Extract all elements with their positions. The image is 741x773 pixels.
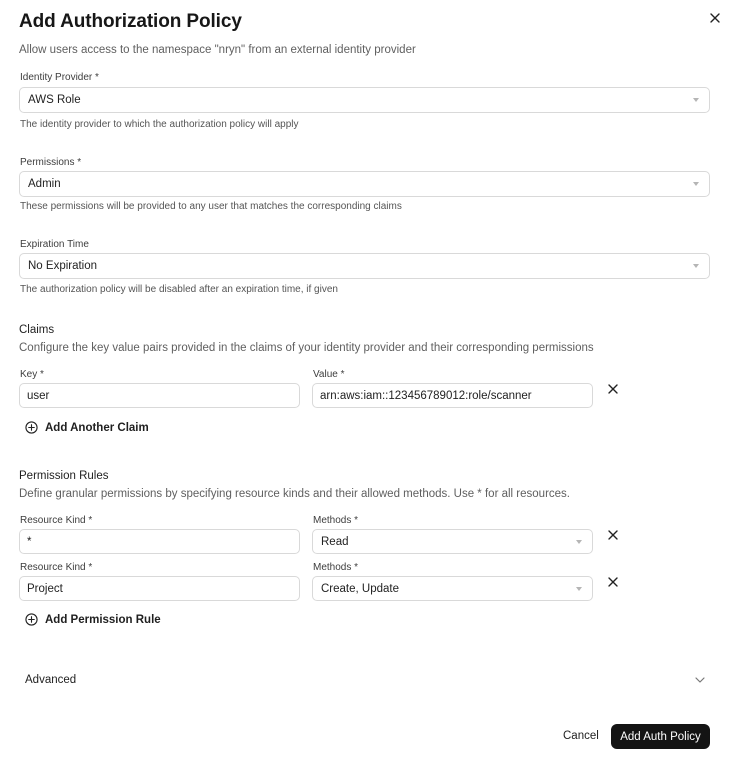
add-permission-rule-button[interactable] — [25, 613, 161, 626]
expiration-label: Expiration Time — [20, 239, 89, 250]
chevron-down-icon — [693, 264, 699, 268]
add-permission-rule-label: Add Permission Rule — [45, 613, 161, 626]
close-icon — [608, 577, 618, 587]
chevron-down-icon — [693, 182, 699, 186]
close-button[interactable] — [707, 10, 723, 26]
plus-circle-icon — [25, 613, 38, 626]
resource-kind-label: Resource Kind * — [20, 562, 93, 573]
remove-claim-button[interactable] — [606, 382, 620, 396]
methods-select[interactable] — [312, 529, 593, 554]
identity-provider-label: Identity Provider * — [20, 72, 99, 83]
claim-key-text: user — [27, 389, 50, 402]
close-icon — [608, 530, 618, 540]
claim-value-input[interactable] — [312, 383, 593, 408]
dialog-title: Add Authorization Policy — [19, 11, 242, 32]
permission-rules-description: Define granular permissions by specifying resource kinds and their allowed methods. Use * for all resources. — [19, 488, 570, 500]
permissions-value: Admin — [28, 178, 61, 190]
expiration-select[interactable] — [19, 253, 710, 279]
add-auth-policy-button[interactable]: Add Auth Policy — [611, 724, 710, 749]
claims-description: Configure the key value pairs provided in the claims of your identity provider and their corresponding permissions — [19, 342, 594, 354]
close-icon — [710, 13, 720, 23]
cancel-button[interactable]: Cancel — [563, 730, 599, 742]
dialog-subtitle: Allow users access to the namespace "nryn" from an external identity provider — [19, 44, 416, 56]
resource-kind-input[interactable] — [19, 576, 300, 601]
remove-rule-button[interactable] — [606, 528, 620, 542]
methods-value: Create, Update — [321, 582, 399, 595]
claim-key-label: Key * — [20, 369, 44, 380]
chevron-down-icon — [695, 677, 705, 683]
resource-kind-text: Project — [27, 582, 63, 595]
chevron-down-icon — [576, 587, 582, 591]
claim-key-input[interactable] — [19, 383, 300, 408]
methods-label: Methods * — [313, 515, 359, 526]
add-claim-label: Add Another Claim — [45, 421, 149, 434]
add-claim-button[interactable] — [25, 421, 149, 434]
permission-rules-title: Permission Rules — [19, 470, 109, 482]
resource-kind-input[interactable] — [19, 529, 300, 554]
claim-value-text: arn:aws:iam::123456789012:role/scanner — [320, 389, 532, 402]
methods-value: Read — [321, 535, 349, 548]
permissions-label: Permissions * — [20, 157, 82, 168]
methods-select[interactable] — [312, 576, 593, 601]
permissions-help: These permissions will be provided to any user that matches the corresponding claims — [20, 201, 402, 212]
identity-provider-select[interactable] — [19, 87, 710, 113]
remove-rule-button[interactable] — [606, 575, 620, 589]
claims-title: Claims — [19, 324, 55, 336]
advanced-label: Advanced — [25, 674, 77, 686]
expiration-help: The authorization policy will be disabled after an expiration time, if given — [20, 284, 338, 295]
plus-circle-icon — [25, 421, 38, 434]
expiration-value: No Expiration — [28, 260, 98, 272]
close-icon — [608, 384, 618, 394]
identity-provider-value: AWS Role — [28, 94, 81, 106]
chevron-down-icon — [693, 98, 699, 102]
methods-label: Methods * — [313, 562, 359, 573]
claim-value-label: Value * — [313, 369, 345, 380]
identity-provider-help: The identity provider to which the authorization policy will apply — [20, 119, 299, 130]
permissions-select[interactable] — [19, 171, 710, 197]
advanced-toggle[interactable] — [25, 672, 705, 688]
chevron-down-icon — [576, 540, 582, 544]
resource-kind-label: Resource Kind * — [20, 515, 93, 526]
resource-kind-text: * — [27, 535, 32, 548]
